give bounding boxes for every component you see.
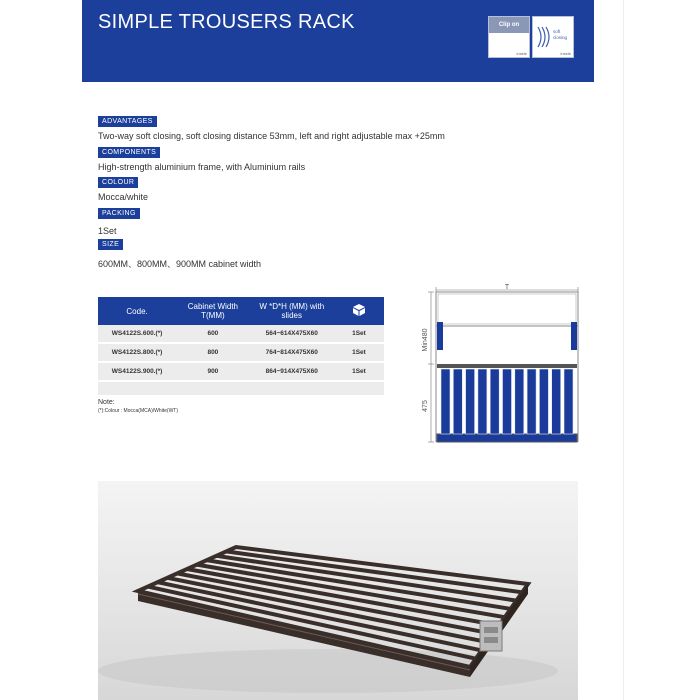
note-block — [98, 398, 178, 416]
components-text: High-strength aluminium frame, with Aluminium rails — [98, 162, 306, 172]
clip-on-badge — [488, 16, 530, 58]
trousers-rack-image — [98, 481, 578, 700]
soft-closing-badge — [532, 16, 574, 58]
table-row — [98, 362, 384, 381]
cell-code: WS4122S.800.(*) — [98, 343, 176, 362]
cell-code: WS4122S.600.(*) — [98, 325, 176, 343]
soft-closing-label: soft closing — [553, 29, 568, 40]
cell-width: 600 — [176, 325, 249, 343]
colour-section — [98, 171, 148, 202]
depth-label: 475 — [422, 400, 429, 412]
height-dimension — [428, 292, 434, 442]
col-width-header: Cabinet Width T(MM) — [176, 297, 249, 325]
cell-pack: 1Set — [334, 362, 384, 381]
height-label: Min480 — [422, 328, 429, 352]
advantages-section — [98, 110, 445, 141]
cell-pack: 1Set — [334, 343, 384, 362]
rack-shadow — [98, 649, 558, 693]
clip-on-foot: inside — [516, 51, 527, 56]
width-label: T — [504, 284, 510, 291]
size-text: 600MM、800MM、900MM cabinet width — [98, 259, 262, 269]
table-header-row — [98, 297, 384, 325]
packing-text: 1Set — [98, 226, 117, 236]
rail-slat — [478, 369, 487, 434]
col-code-header: Code. — [98, 297, 176, 325]
clip-on-label: Clip on — [489, 17, 529, 33]
components-label: COMPONENTS — [98, 147, 160, 158]
size-section — [98, 233, 261, 270]
cell-width: 900 — [176, 362, 249, 381]
rail-slat — [552, 369, 561, 434]
page-edge-line — [623, 0, 624, 700]
rail-slat — [503, 369, 512, 434]
rail-slat — [466, 369, 475, 434]
dimension-diagram — [414, 282, 584, 452]
rail-slat — [539, 369, 548, 434]
rail-slat — [453, 369, 462, 434]
packing-section — [98, 202, 140, 236]
cell-pack: 1Set — [334, 325, 384, 343]
cell-dim: 564~614X475X60 — [250, 325, 334, 343]
note-text: (*):Colour : Mocca(MCA)/White(WT) — [98, 408, 179, 414]
rail-slat — [515, 369, 524, 434]
col-dim-header: W *D*H (MM) with slides — [250, 297, 334, 325]
cell-code: WS4122S.900.(*) — [98, 362, 176, 381]
header-banner — [82, 0, 594, 82]
product-photo — [98, 481, 578, 700]
packing-label: PACKING — [98, 208, 140, 219]
soft-closing-icon — [535, 25, 553, 49]
table-row-empty — [98, 381, 384, 396]
rail-slat — [527, 369, 536, 434]
advantages-label: ADVANTAGES — [98, 116, 157, 127]
rail-slat — [564, 369, 573, 434]
soft-closing-foot: inside — [560, 51, 571, 56]
note-title: Note: — [98, 399, 115, 406]
cell-dim: 864~914X475X60 — [250, 362, 334, 381]
rack-rails — [441, 369, 573, 434]
advantages-text: Two-way soft closing, soft closing distance 53mm, left and right adjustable max +25mm — [98, 131, 445, 141]
cell-dim: 764~814X475X60 — [250, 343, 334, 362]
colour-text: Mocca/white — [98, 192, 149, 202]
rail-slat — [441, 369, 450, 434]
spec-table — [98, 297, 384, 397]
rail-slat — [490, 369, 499, 434]
col-pack-header — [334, 297, 384, 325]
slide-bracket — [480, 621, 502, 651]
table-row — [98, 325, 384, 343]
size-label: SIZE — [98, 239, 123, 250]
box-icon — [352, 303, 366, 317]
cell-width: 800 — [176, 343, 249, 362]
colour-label: COLOUR — [98, 177, 138, 188]
components-section — [98, 141, 305, 172]
page-title: SIMPLE TROUSERS RACK — [98, 11, 355, 33]
table-row — [98, 343, 384, 362]
